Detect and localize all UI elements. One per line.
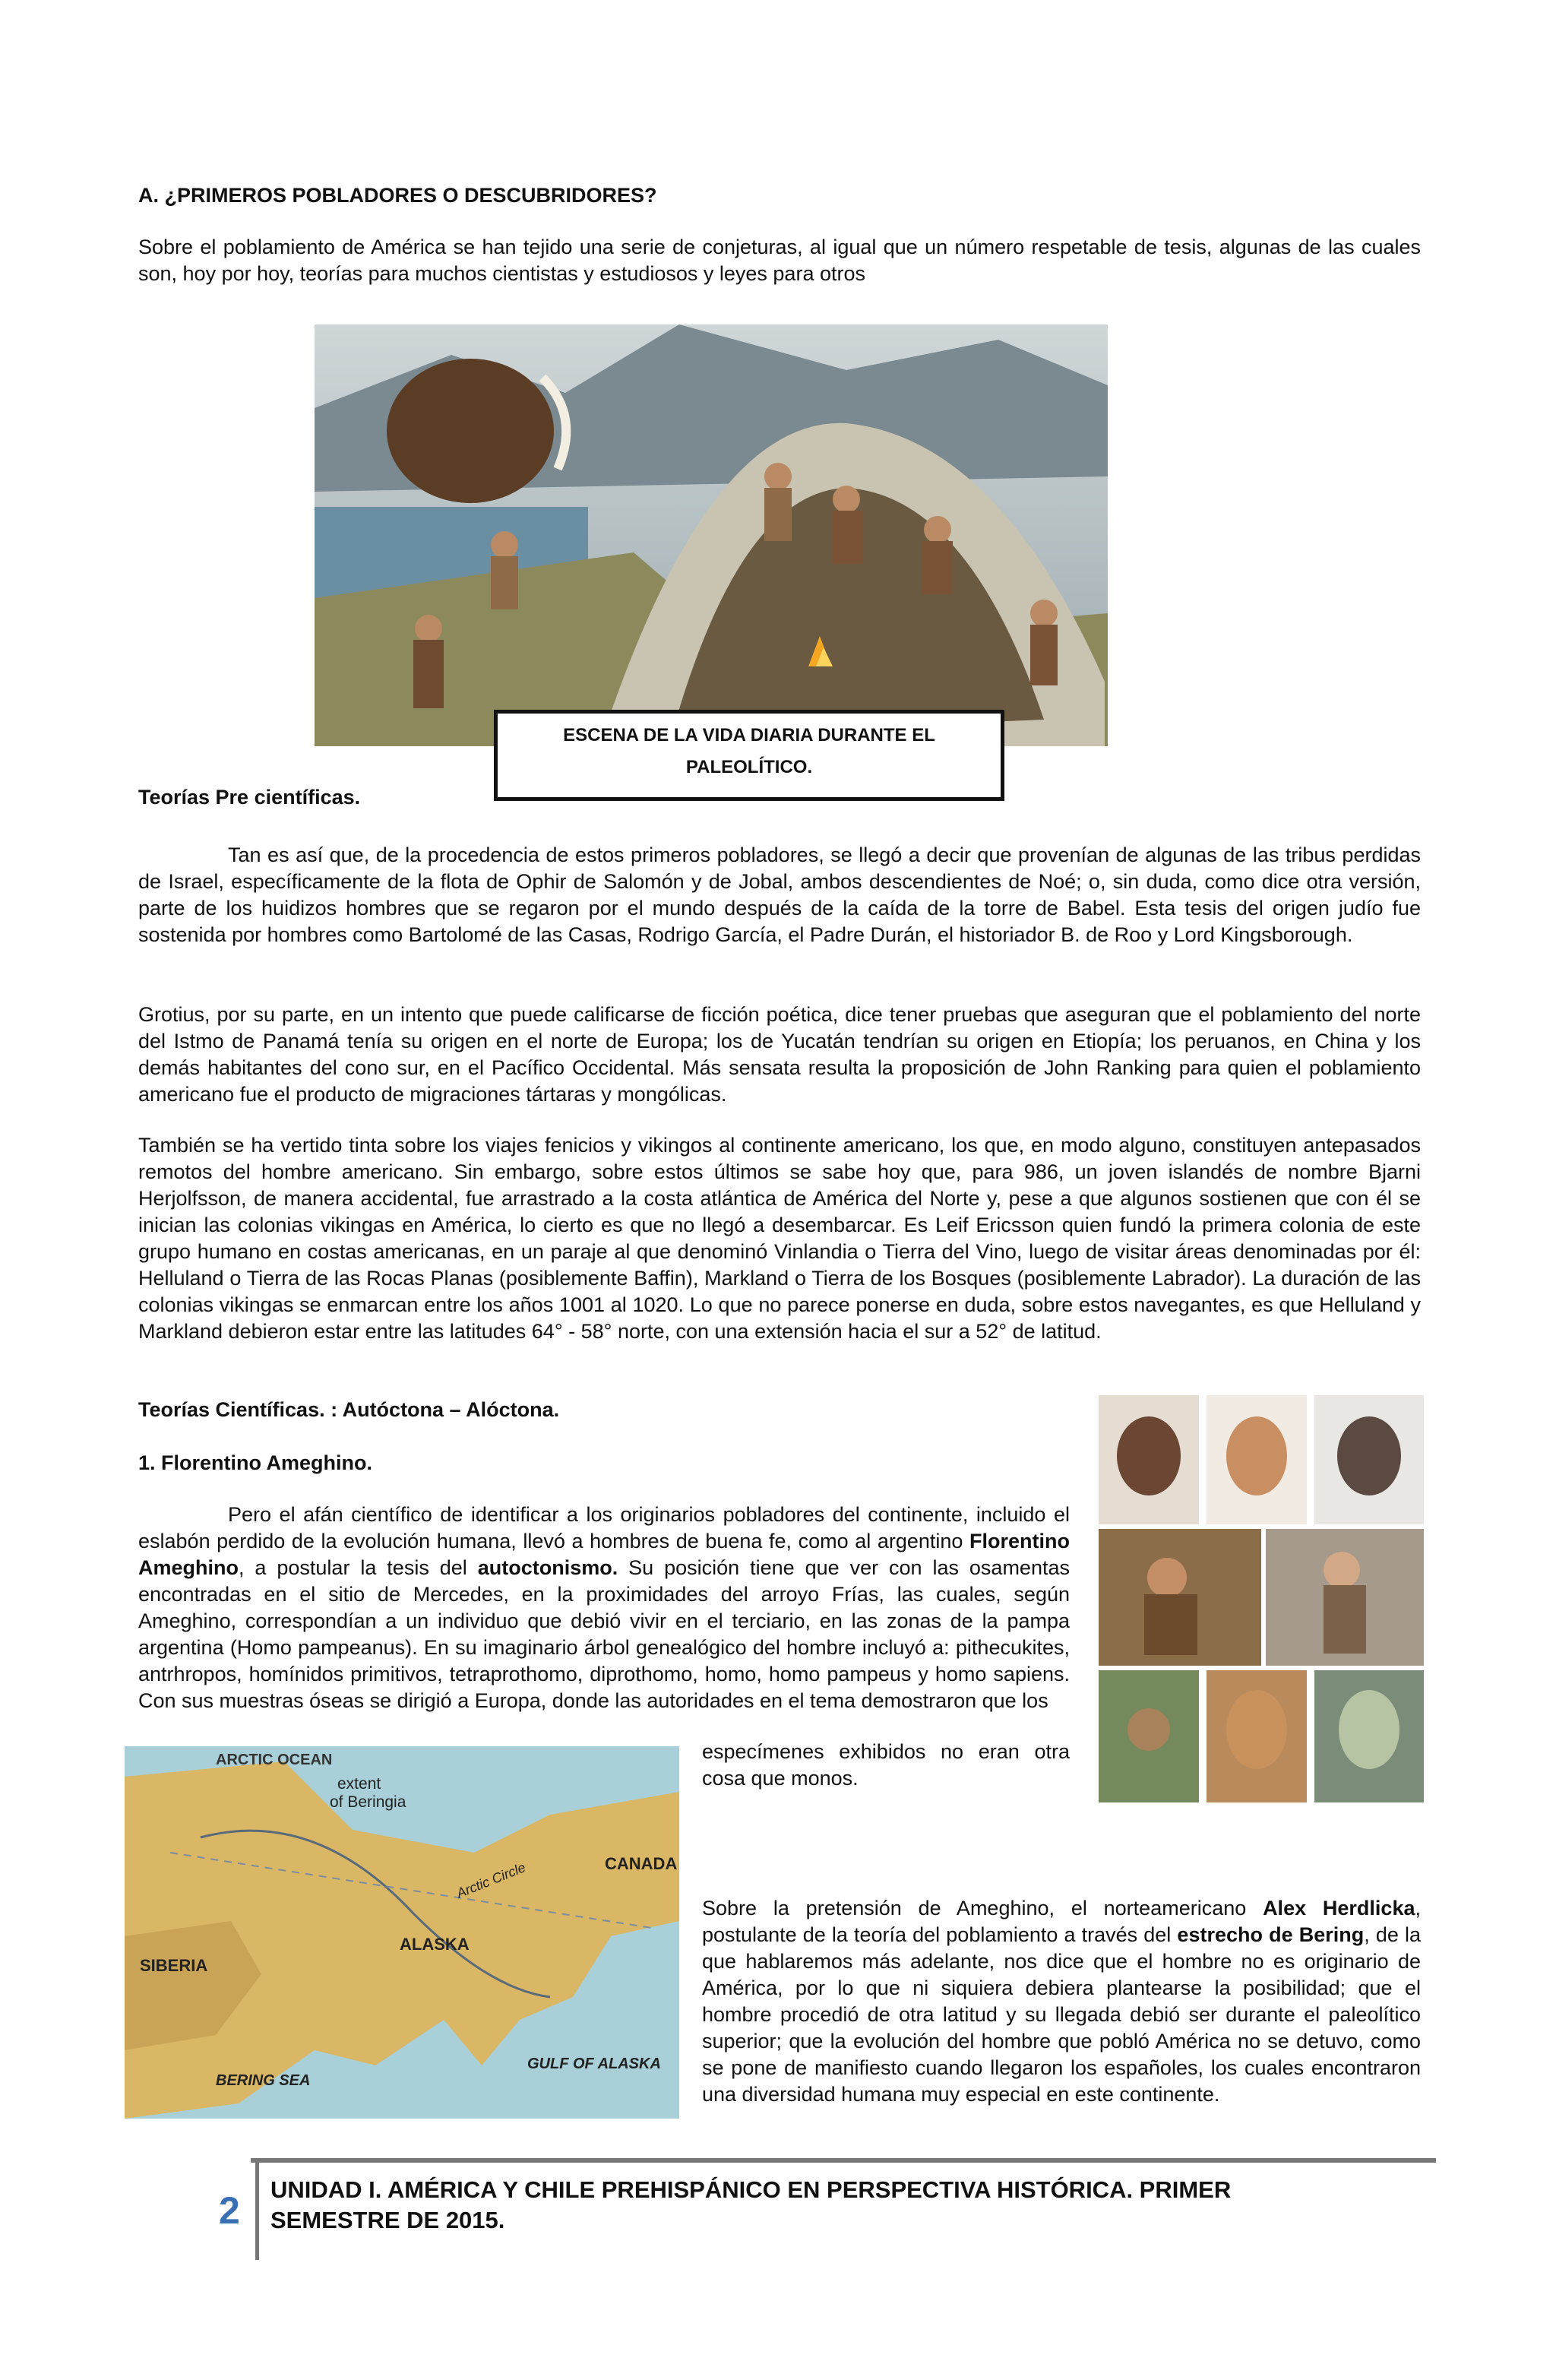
ameghino-text-part-2: , a postular la tesis del	[239, 1556, 478, 1579]
hominid-collage-image	[1099, 1395, 1424, 1802]
paragraph-grotius: Grotius, por su parte, en un intento que puede calificarse de ficción poética, dice tener pruebas que aseguran que el poblamiento del norte del Istmo de Panamá tenía su origen en el norte de Europa; los de Yucatán tendrían su origen en Etiopía; los peruanos, en China y los demás habitantes del cono sur, en el Pacífico Occidental. Más sensata resulta la proposición de John Ranking para quien el poblamiento americano fue el producto de migraciones tártaras y mongólicas.	[138, 1003, 1421, 1106]
map-label-arctic-ocean: ARCTIC OCEAN	[216, 1752, 333, 1768]
herdlicka-name: Alex Herdlicka	[1263, 1897, 1415, 1920]
intro-paragraph: Sobre el poblamiento de América se han tejido una serie de conjeturas, al igual que un número respetable de tesis, algunas de las cuales son, hoy por hoy, teorías para muchos cientistas y estudiosos y leyes para otros	[138, 236, 1421, 285]
page-number: 2	[219, 2189, 240, 2232]
ameghino-heading: 1. Florentino Ameghino.	[138, 1451, 372, 1474]
section-title: A. ¿PRIMEROS POBLADORES O DESCUBRIDORES?	[138, 184, 657, 207]
map-label-alaska: ALASKA	[400, 1935, 470, 1954]
paleolithic-scene-image	[315, 324, 1108, 746]
herdlicka-text-part-3: , de la que hablaremos más adelante, nos dice que el hombre no es originario de América, por lo que ni siquiera debiera plantearse la posibilidad; que el hombre procedió de otra latitud y su llegada debió ser durante el paleolítico superior; que la evolución del hombre que pobló América no se detuvo, como se pone de manifiesto cuando llegaron los españoles, los cuales encontraron una diversidad humana muy especial en este continente.	[702, 1923, 1421, 2106]
footer-line-1: UNIDAD I. AMÉRICA Y CHILE PREHISPÁNICO EN PERSPECTIVA HISTÓRICA. PRIMER	[270, 2176, 1232, 2203]
footer-line-2: SEMESTRE DE 2015.	[270, 2207, 505, 2233]
figure-caption-line-1: ESCENA DE LA VIDA DIARIA DURANTE EL	[563, 725, 935, 745]
figure-caption-box	[494, 710, 1004, 801]
paragraph-vikings: También se ha vertido tinta sobre los viajes fenicios y vikingos al continente americano, los que, en modo alguno, constituyen antepasados remotos del hombre americano. Sin embargo, sobre estos últimos se sabe hoy que, para 986, un joven islandés de nombre Bjarni Herjolfsson, de manera accidental, fue arrastrado a la costa atlántica de América del Norte y, pese a que algunos sostienen que con él se inician las colonias vikingas en América, lo cierto es que no llegó a desembarcar. Es Leif Ericsson quien fundó la primera colonia de este grupo humano en costas americanas, en un paraje al que denominó Vinlandia o Tierra del Vino, luego de visitar áreas denominadas por él: Helluland o Tierra de las Rocas Planas (posiblemente Baffin), Markland o Tierra de los Bosques (posiblemente Labrador). La duración de las colonias vikingas se enmarcan entre los años 1001 al 1020. Lo que no parece ponerse en duda, sobre estos navegantes, es que Helluland y Markland debieron estar entre las latitudes 64° - 58° norte, con una extensión hacia el sur a 52° de latitud.	[138, 1134, 1421, 1343]
herdlicka-text-part-2: , postulante de la teoría del poblamiento a través del	[702, 1897, 1421, 1946]
footer-title	[270, 2175, 1410, 2236]
autoctonismo-term: autoctonismo.	[477, 1556, 618, 1579]
map-label-gulf-of-alaska: GULF OF ALASKA	[527, 2056, 661, 2072]
scientific-heading: Teorías Científicas. : Autóctona – Alóctona.	[138, 1398, 560, 1421]
paragraph-ameghino-continued: especímenes exhibidos no eran otra cosa que monos.	[702, 1740, 1070, 1790]
map-label-of-beringia: of Beringia	[330, 1793, 406, 1811]
paragraph-herdlicka	[702, 1895, 1421, 2108]
ameghino-text-part-1: Pero el afán científico de identificar a los originarios pobladores del continente, incluido el eslabón perdido de la evolución humana, llevó a hombres de buena fe, como al argentino	[138, 1503, 1070, 1552]
map-label-canada: CANADA	[605, 1854, 678, 1873]
paragraph-ameghino	[138, 1502, 1070, 1714]
footer-vertical-divider	[255, 2158, 259, 2260]
figure-caption-line-2: PALEOLÍTICO.	[685, 757, 813, 777]
ameghino-text-part-3: Su posición tiene que ver con las osamentas encontradas en el sitio de Mercedes, en la proximidades del arroyo Frías, las cuales, según Ameghino, correspondían a un individuo que debió vivir en el terciario, en las zonas de la pampa argentina (Homo pampeanus). En su imaginario árbol genealógico del hombre incluyó a: pithecukites, antrhropos, homínidos primitivos, tetraprothomo, diprothomo, homo, homo pampeus y homo sapiens. Con sus muestras óseas se dirigió a Europa, donde las autoridades en el tema demostraron que los	[138, 1556, 1070, 1712]
map-label-siberia: SIBERIA	[140, 1956, 208, 1975]
pre-scientific-heading: Teorías Pre científicas.	[138, 786, 361, 809]
ameghino-name: Florentino Ameghino	[138, 1530, 1070, 1579]
paragraph-lost-tribes: Tan es así que, de la procedencia de estos primeros pobladores, se llegó a decir que provenían de algunas de las tribus perdidas de Israel, específicamente de la flota de Ophir de Salomón y de Jobal, ambos descendientes de Noé; o, sin duda, como dice otra versión, parte de los huidizos hombres que se regaron por el mundo después de la caída de la torre de Babel. Esta tesis del origen judío fue sostenida por hombres como Bartolomé de las Casas, Rodrigo García, el Padre Durán, el historiador B. de Roo y Lord Kingsborough.	[138, 843, 1421, 946]
beringia-map-image	[125, 1746, 679, 2119]
map-label-arctic-circle: Arctic Circle	[454, 1859, 528, 1901]
footer-divider	[251, 2158, 1436, 2163]
herdlicka-text-part-1: Sobre la pretensión de Ameghino, el norteamericano	[702, 1897, 1263, 1920]
bering-strait-term: estrecho de Bering	[1177, 1923, 1365, 1946]
map-label-extent: extent	[337, 1775, 381, 1793]
map-label-bering-sea: BERING SEA	[216, 2072, 311, 2089]
